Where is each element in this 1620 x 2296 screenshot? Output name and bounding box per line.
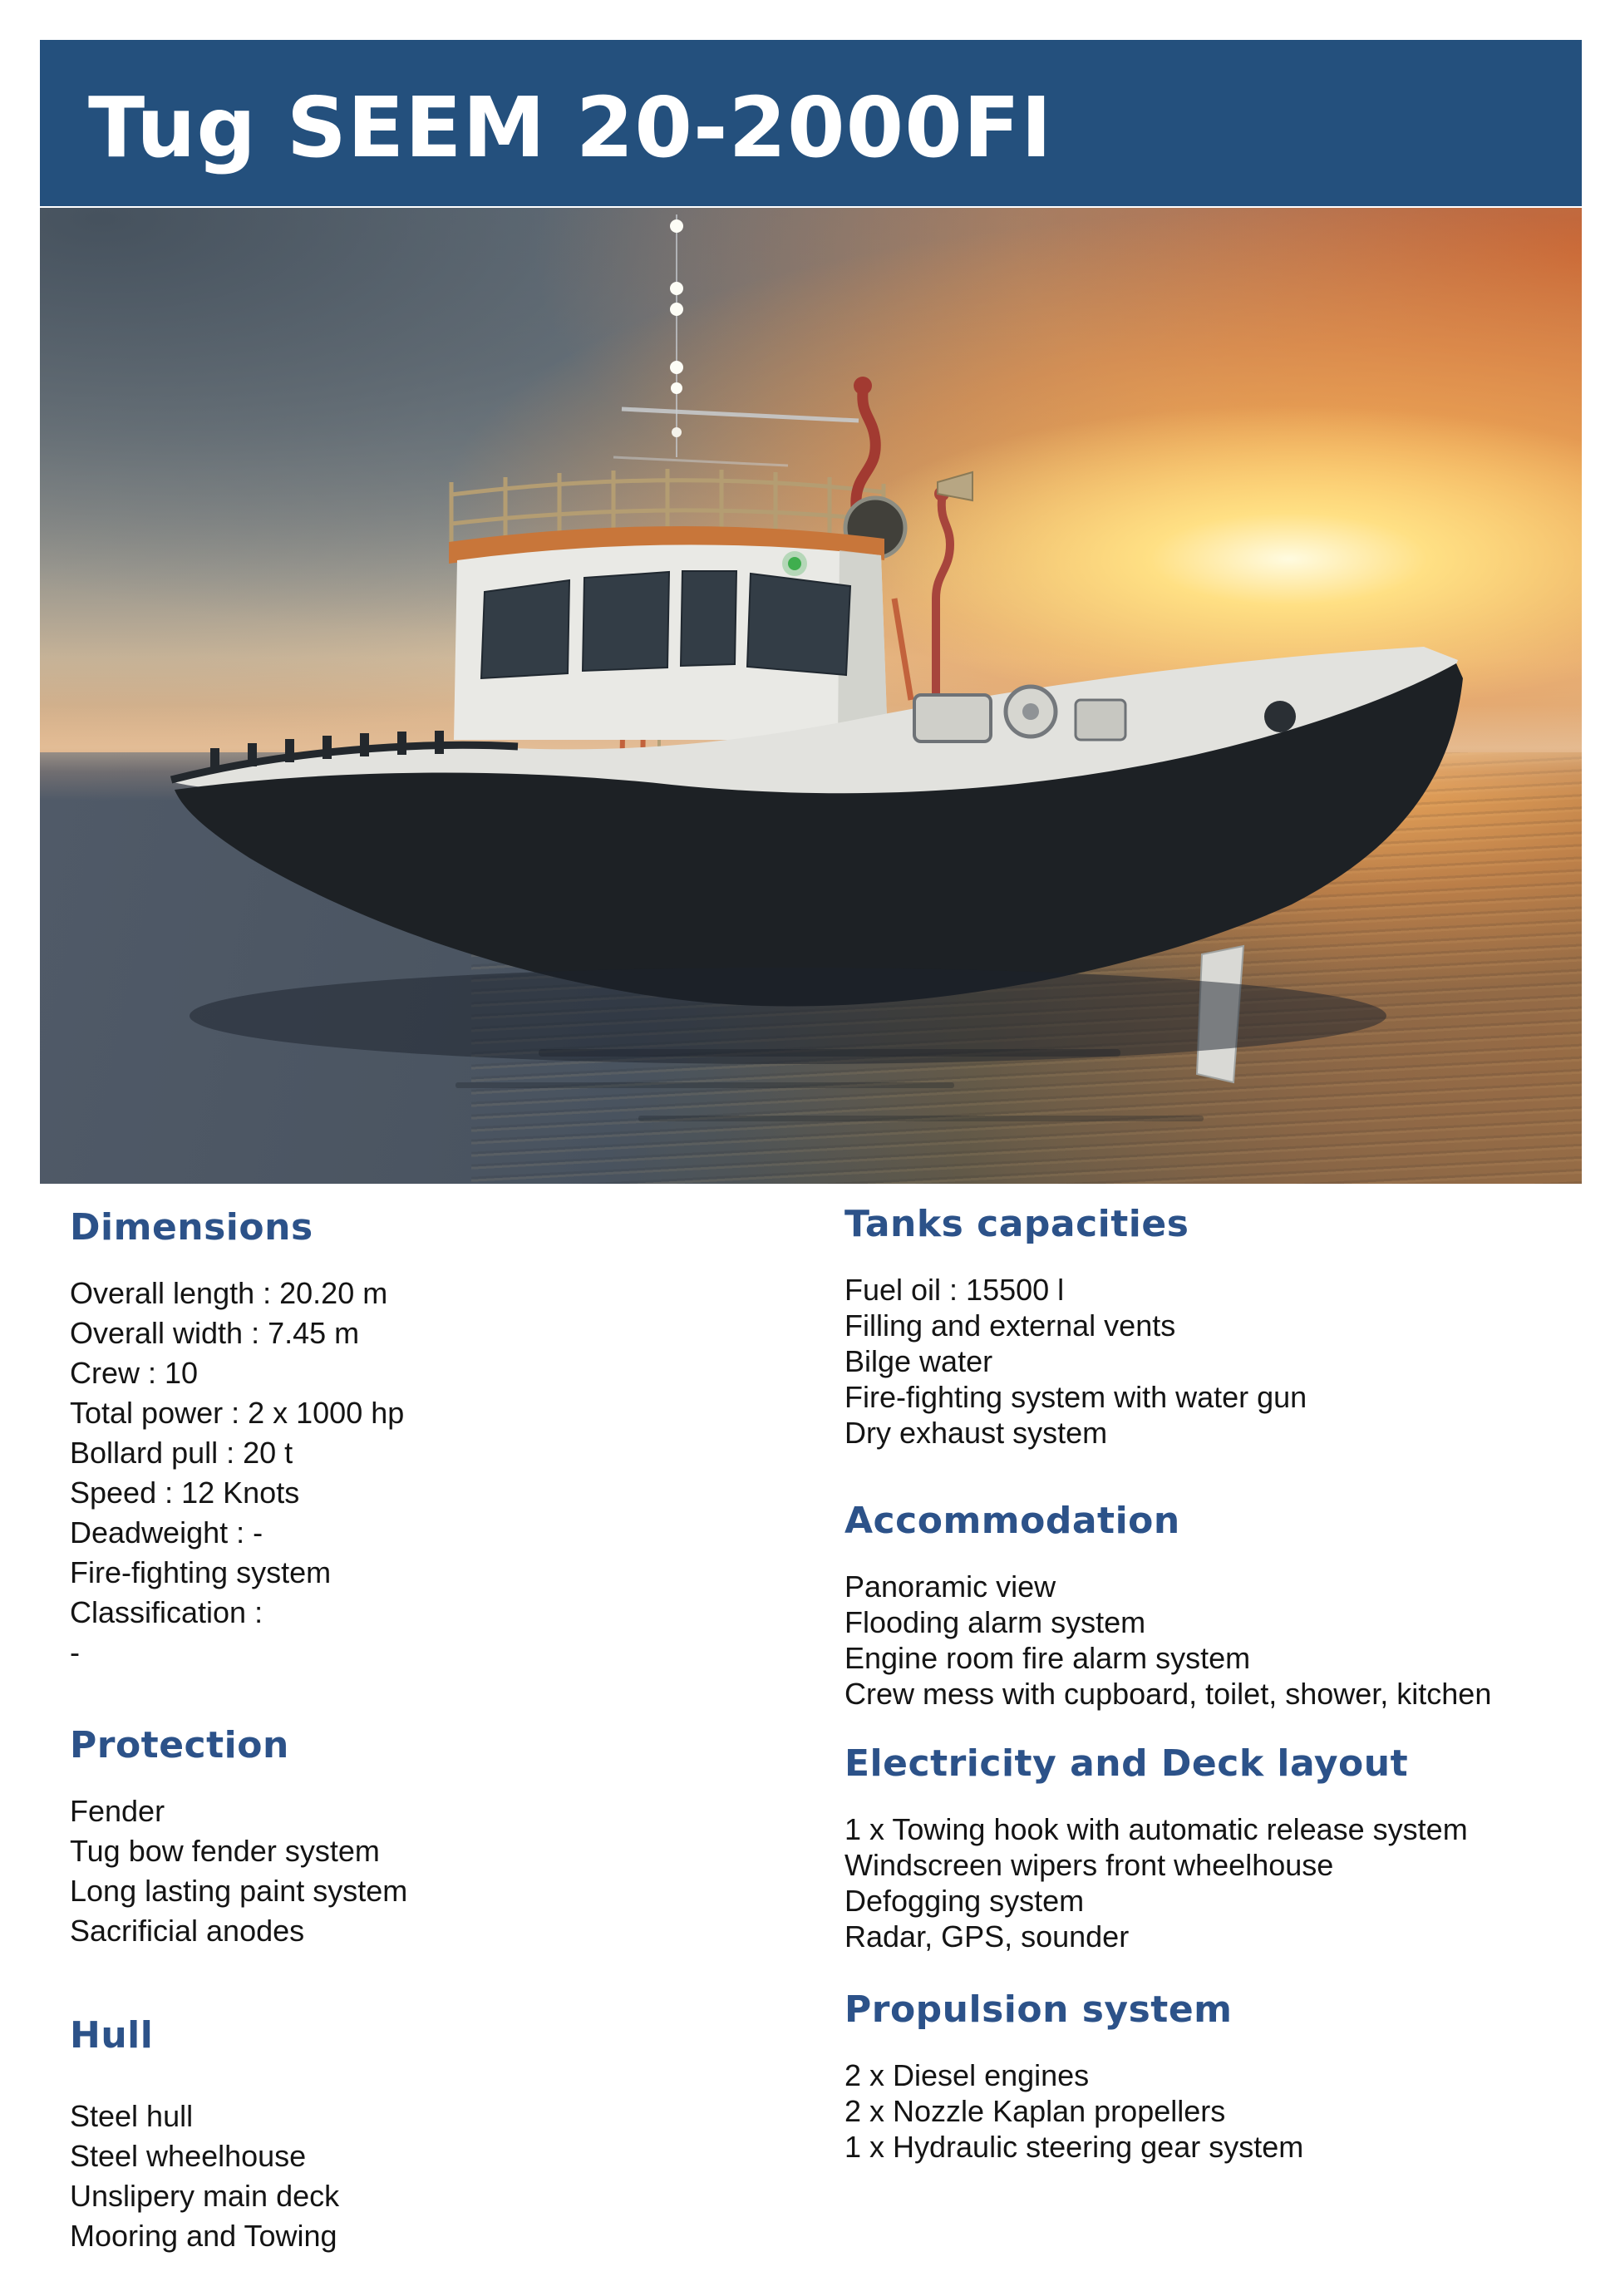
deck-winches (894, 599, 1125, 742)
spec-item: Speed : 12 Knots (70, 1476, 300, 1510)
spec-item: Flooding alarm system (844, 1605, 1146, 1639)
spec-item: Mooring and Towing (70, 2219, 337, 2253)
spec-item: Steel hull (70, 2099, 194, 2133)
spec-item: Fire-fighting system with water gun (844, 1380, 1307, 1414)
section-heading: Propulsion system (844, 1988, 1233, 2031)
section-heading: Dimensions (70, 1206, 313, 1249)
spec-item: Dry exhaust system (844, 1416, 1108, 1450)
spec-item: Fender (70, 1794, 165, 1828)
spec-item: Sacrificial anodes (70, 1914, 305, 1948)
spec-column-right (844, 1184, 1588, 2165)
spec-item: Classification : (70, 1595, 263, 1629)
section-hull (70, 2015, 814, 2254)
spec-item: Defogging system (844, 1884, 1085, 1918)
spec-item: Bollard pull : 20 t (70, 1436, 293, 1470)
spec-item: Overall length : 20.20 m (70, 1276, 388, 1310)
section-protection (70, 1725, 814, 1949)
spec-item: Deadweight : - (70, 1515, 263, 1550)
tugboat-illustration (40, 208, 1582, 1184)
spec-item: Fire-fighting system (70, 1555, 332, 1589)
section-heading: Protection (70, 1724, 289, 1766)
section-heading: Accommodation (844, 1500, 1180, 1542)
hero-image-tugboat (40, 208, 1582, 1184)
spec-item: 2 x Diesel engines (844, 2058, 1090, 2092)
spec-item: Fuel oil : 15500 l (844, 1273, 1065, 1307)
section-propulsion-system (844, 1989, 1588, 2165)
spec-item: Tug bow fender system (70, 1834, 380, 1868)
section-tanks-capacities (844, 1204, 1588, 1451)
spec-item: Total power : 2 x 1000 hp (70, 1396, 405, 1430)
spec-column-left (70, 1184, 814, 2258)
spec-item: Panoramic view (844, 1569, 1056, 1604)
header-bar (40, 40, 1582, 206)
section-heading: Tanks capacities (844, 1203, 1189, 1245)
wheelhouse-windows (481, 571, 850, 678)
spec-item: - (70, 1635, 80, 1669)
spec-item: Overall width : 7.45 m (70, 1316, 360, 1350)
spec-item: Steel wheelhouse (70, 2139, 307, 2173)
spec-item: Windscreen wipers front wheelhouse (844, 1848, 1334, 1882)
spec-item: 1 x Towing hook with automatic release system (844, 1812, 1468, 1846)
antenna-mast-icon (613, 214, 859, 466)
section-dimensions (70, 1207, 814, 1670)
spec-item: Long lasting paint system (70, 1874, 408, 1908)
spec-item: Crew : 10 (70, 1356, 199, 1390)
spec-item: Bilge water (844, 1344, 993, 1378)
page-title: Tug SEEM 20-2000FI (88, 79, 1053, 176)
section-heading: Electricity and Deck layout (844, 1742, 1409, 1785)
spec-item: 2 x Nozzle Kaplan propellers (844, 2094, 1226, 2128)
section-accommodation (844, 1500, 1588, 1712)
spec-item: Filling and external vents (844, 1308, 1176, 1343)
spec-item: Crew mess with cupboard, toilet, shower, kitchen (844, 1677, 1492, 1711)
section-electricity-deck-layout (844, 1743, 1588, 1954)
section-heading: Hull (70, 2014, 154, 2057)
spec-item: Engine room fire alarm system (844, 1641, 1251, 1675)
spec-item: 1 x Hydraulic steering gear system (844, 2130, 1304, 2164)
spec-item: Radar, GPS, sounder (844, 1919, 1130, 1954)
hawse-hole (1264, 701, 1296, 732)
spec-item: Unslipery main deck (70, 2179, 340, 2213)
